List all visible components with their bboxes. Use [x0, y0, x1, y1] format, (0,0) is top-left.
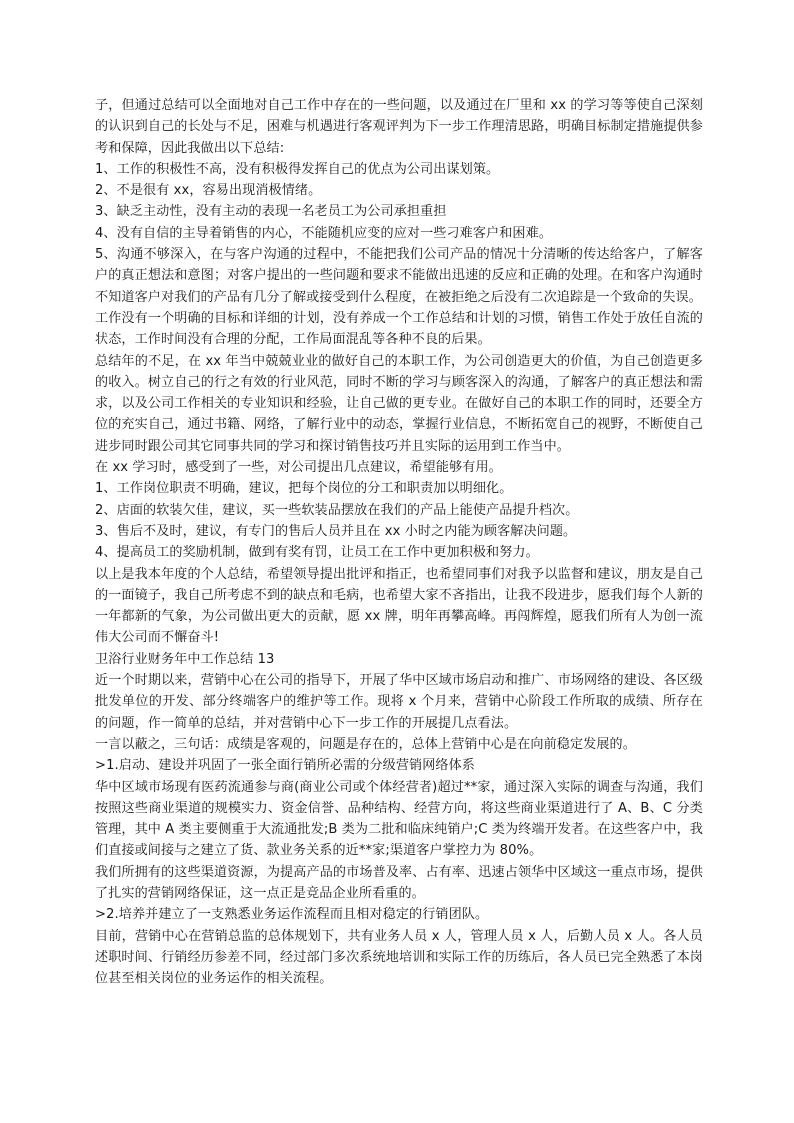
- list-item: 2、不是很有 xx，容易出现消极情绪。: [95, 183, 322, 199]
- list-item: 3、售后不及时，建议，有专门的售后人员并且在 xx 小时之内能为顾客解决问题。: [95, 523, 577, 539]
- list-item: 1、工作岗位职责不明确，建议，把每个岗位的分工和职责加以明细化。: [95, 481, 513, 497]
- section-heading: 卫浴行业财务年中工作总结 13: [95, 651, 275, 667]
- document-body: [95, 95, 703, 989]
- paragraph: 一言以蔽之，三句话：成绩是客观的，问题是存在的，总体上营销中心是在向前稳定发展的。: [95, 736, 636, 752]
- paragraph: 以上是我本年度的个人总结，希望领导提出批评和指正，也希望同事们对我予以监督和建议，朋友是自己的一面镜子，我自己所考虑不到的缺点和毛病，也希望大家不吝指出，让我不段进步，愿我们每个人新的一年都新的气象，为公司做出更大的贡献，愿 xx 牌，明年再攀高峰。再闯辉煌，愿我们所有人为创一流伟大公司而不懈奋斗!: [95, 566, 703, 646]
- paragraph: 总结年的不足，在 xx 年当中兢兢业业的做好自己的本职工作，为公司创造更大的价值，为自己创造更多的收入。树立自己的行之有效的行业风范，同时不断的学习与顾客深入的沟通，了解客户的真正想法和需求，以及公司工作相关的专业知识和经验，让自己做的更专业。在做好自己的本职工作的同时，还要全方位的充实自己，通过书籍、网络，了解行业中的动态，掌握行业信息，不断拓宽自己的视野，不断使自己进步同时跟公司其它同事共同的学习和探讨销售技巧并且实际的运用到工作当中。: [95, 353, 703, 454]
- list-item: 4、提高员工的奖励机制，做到有奖有罚，让员工在工作中更加积极和努力。: [95, 545, 539, 561]
- list-item: 4、没有自信的主导着销售的内心，不能随机应变的应对一些刁难客户和困难。: [95, 225, 553, 241]
- list-item: 3、缺乏主动性，没有主动的表现一名老员工为公司承担重担: [95, 204, 447, 220]
- list-item: 5、沟通不够深入，在与客户沟通的过程中，不能把我们公司产品的情况十分清晰的传达给客户，了解客户的真正想法和意图；对客户提出的一些问题和要求不能做出迅速的反应和正确的处理。在和客户沟通时不知道客户对我们的产品有几分了解或接受到什么程度，在被拒绝之后没有二次追踪是一个致命的失误。: [95, 247, 703, 305]
- paragraph: 工作没有一个明确的目标和详细的计划，没有养成一个工作总结和计划的习惯，销售工作处于放任自流的状态，工作时间没有合理的分配，工作局面混乱等各种不良的后果。: [95, 310, 703, 348]
- paragraph: 在 xx 学习时，感受到了一些，对公司提出几点建议，希望能够有用。: [95, 460, 502, 476]
- list-item: 2、店面的软装欠佳，建议，买一些软装品摆放在我们的产品上能使产品提升档次。: [95, 502, 579, 518]
- paragraph: 目前，营销中心在营销总监的总体规划下，共有业务人员 x 人，管理人员 x 人，后勤人员 x 人。各人员述职时间、行销经历参差不同，经过部门多次系统地培训和实际工作的历练后，各人员已完全熟悉了本岗位甚至相关岗位的业务运作的相关流程。: [95, 928, 703, 987]
- paragraph: 我们所拥有的这些渠道资源，为提高产品的市场普及率、占有率、迅速占领华中区域这一重点市场，提供了扎实的营销网络保证，这一点正是竞品企业所看重的。: [95, 864, 703, 901]
- list-item: 1、工作的积极性不高，没有积极得发挥自己的优点为公司出谋划策。: [95, 161, 500, 177]
- paragraph: 近一个时期以来，营销中心在公司的指导下，开展了华中区域市场启动和推广、市场网络的建设、各区级批发单位的开发、部分终端客户的维护等工作。现将 x 个月来，营销中心阶段工作所取的成绩、所存在的问题，作一简单的总结，并对营销中心下一步工作的开展提几点看法。: [95, 673, 703, 731]
- paragraph: 华中区域市场现有医药流通参与商(商业公司或个体经营者)超过**家，通过深入实际的调查与沟通，我们按照这些商业渠道的规模实力、资金信誉、品种结构、经营方向，将这些商业渠道进行了 A、B、C 分类管理，其中 A 类主要侧重于大流通批发;B 类为二批和临床纯销户;C 类为终端开发者。在这些客户中，我们直接或间接与之建立了货、款业务关系的近**家;渠道客户掌控力为 80%。: [95, 779, 703, 859]
- paragraph: 子，但通过总结可以全面地对自己工作中存在的一些问题，以及通过在厂里和 xx 的学习等等使自己深刻的认识到自己的长处与不足，困难与机遇进行客观评判为下一步工作理清思路，明确目标制定措施提供参考和保障，因此我做出以下总结:: [95, 98, 703, 156]
- subheading: >1.启动、建设并巩固了一张全面行销所必需的分级营销网络体系: [95, 758, 475, 774]
- subheading: >2.培养并建立了一支熟悉业务运作流程而且相对稳定的行销团队。: [95, 907, 489, 923]
